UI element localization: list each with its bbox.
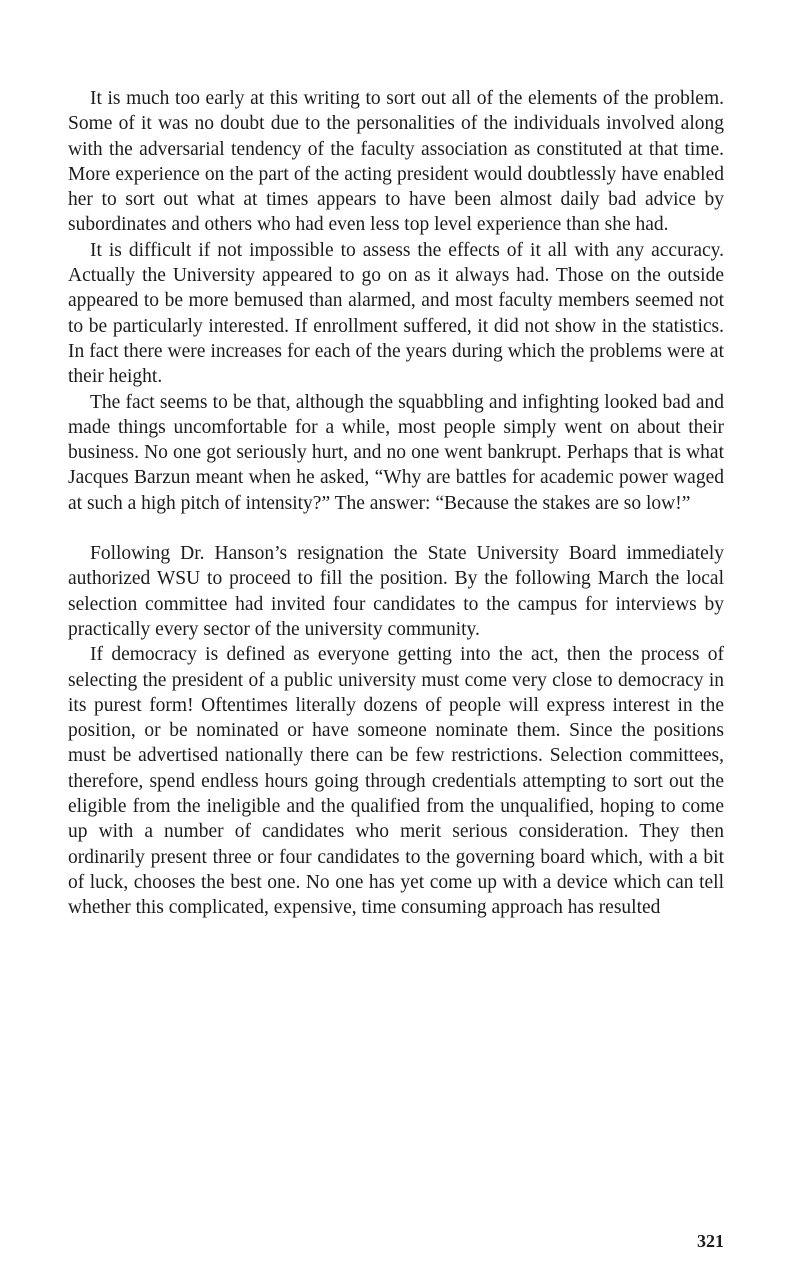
page-number: 321	[697, 1231, 724, 1251]
paragraph-problem-elements: It is much too early at this writing to sort out all of the elements of the problem. Some of it was no doubt due to the personalities of the individuals involved along with the adversarial tendency of the faculty association as constituted at that time. More experience on the part of the acting president would doubtlessly have enabled her to sort out what at times appears to have been almost daily bad advice by subordinates and others who had even less top level experience than she had.	[68, 88, 724, 236]
section-break	[68, 516, 724, 541]
paragraph-hanson-resignation: Following Dr. Hanson’s resignation the State University Board immediately authorized WSU to proceed to fill the position. By the following March the local selection committee had invited four candidates to the campus for interviews by practically every sector of the university community.	[68, 543, 724, 640]
paragraph-assess-effects: It is difficult if not impossible to assess the effects of it all with any accuracy. Actually the University appeared to go on as it always had. Those on the outside appeared to be more bemused than alarmed, and most faculty members seemed not to be particularly interested. If enrollment suffered, it did not show in the statistics. In fact there were increases for each of the years during which the problems were at their height.	[68, 239, 724, 388]
paragraph-squabbling: The fact seems to be that, although the squabbling and infighting looked bad and made things uncomfortable for a while, most people simply went on about their business. No one got seriously hurt, and no one went bankrupt. Perhaps that is what Jacques Barzun meant when he asked, “Why are battles for academic power waged at such a high pitch of intensity?” The answer: “Because the stakes are so low!”	[68, 391, 724, 514]
paragraph-democracy-selection: If democracy is defined as everyone getting into the act, then the process of selecting the president of a public university must come very close to democracy in its purest form! Oftentimes literally dozens of people will express interest in the position, or be nominated or have someone nominate them. Since the positions must be advertised nationally there can be few restrictions. Selection committees, therefore, spend endless hours going through credentials attempting to sort out the eligible from the ineligible and the qualified from the unqualified, hoping to come up with a number of candidates who merit serious consideration. They then ordinarily present three or four candidates to the governing board which, with a bit of luck, chooses the best one. No one has yet come up with a device which can tell whether this complicated, expensive, time consuming approach has resulted	[68, 644, 724, 919]
page-body	[68, 86, 724, 921]
